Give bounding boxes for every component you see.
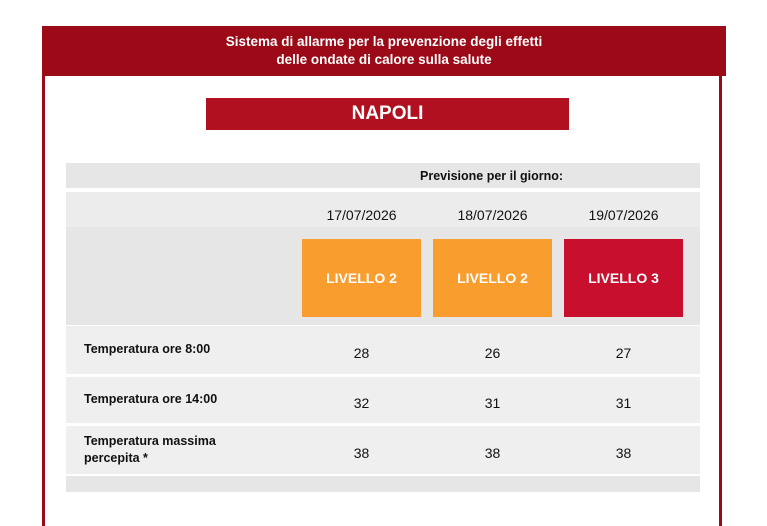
value-temp-max-day-1: 38 — [353, 445, 370, 461]
date-day-1: 17/07/2026 — [326, 207, 397, 223]
value-temp-max-day-2: 38 — [484, 445, 501, 461]
value-temp-8-day-3: 27 — [615, 345, 632, 361]
forecast-label: Previsione per il giorno: — [420, 169, 564, 183]
bulletin-header — [42, 26, 726, 76]
label-temp-max-line-2: percepita * — [84, 451, 148, 465]
header-line-1: Sistema di allarme per la prevenzione degli effetti — [225, 34, 543, 49]
table-footer-row — [66, 476, 700, 492]
value-temp-max-day-3: 38 — [615, 445, 632, 461]
header-line-2: delle ondate di calore sulla salute — [276, 52, 492, 67]
date-day-2: 18/07/2026 — [457, 207, 528, 223]
label-temp-max — [84, 433, 216, 467]
label-temp-8: Temperatura ore 8:00 — [84, 342, 211, 356]
date-day-3: 19/07/2026 — [588, 207, 659, 223]
value-temp-8-day-2: 26 — [484, 345, 501, 361]
value-temp-8-day-1: 28 — [353, 345, 370, 361]
forecast-header-row — [66, 163, 700, 188]
value-temp-14-day-3: 31 — [615, 395, 632, 411]
value-temp-14-day-1: 32 — [353, 395, 370, 411]
label-temp-max-line-1: Temperatura massima — [84, 434, 216, 448]
level-badge-day-2: LIVELLO 2 — [433, 239, 552, 317]
level-badge-day-3: LIVELLO 3 — [564, 239, 683, 317]
value-temp-14-day-2: 31 — [484, 395, 501, 411]
city-title: NAPOLI — [206, 98, 569, 130]
level-badge-day-1: LIVELLO 2 — [302, 239, 421, 317]
label-temp-14: Temperatura ore 14:00 — [84, 392, 218, 406]
